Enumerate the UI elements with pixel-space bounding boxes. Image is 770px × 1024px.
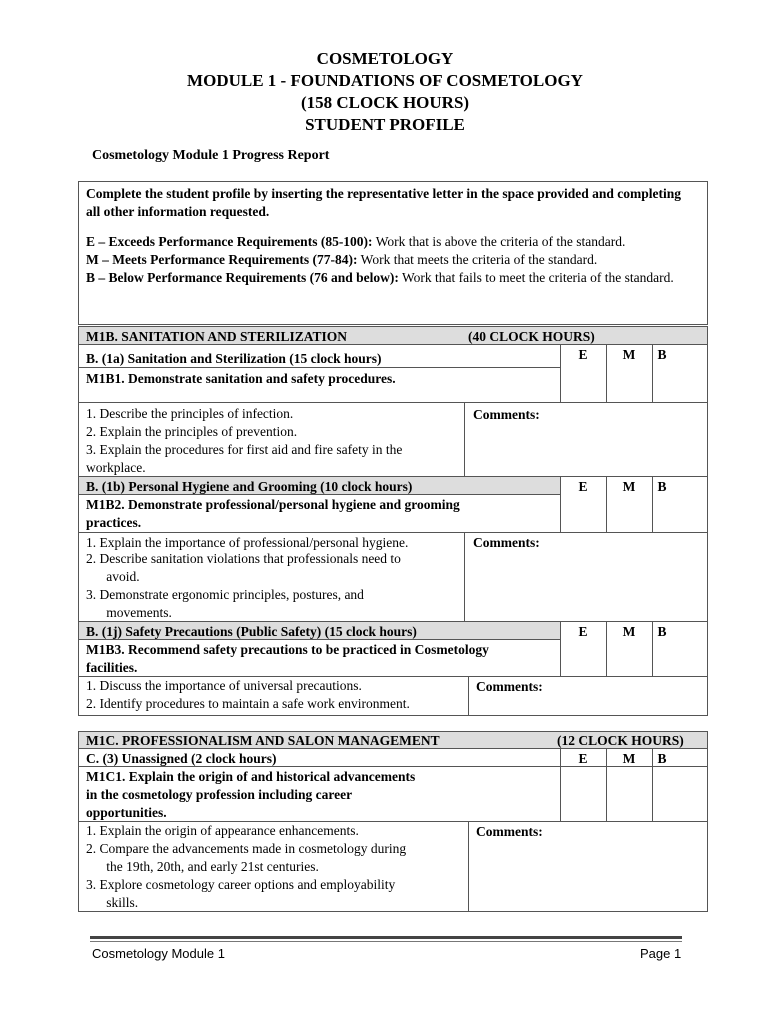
s2-item-3-cont: movements. <box>86 605 172 620</box>
footer-rule-thin <box>90 941 682 942</box>
grade-b-header: B <box>657 347 667 362</box>
m1b-title: M1B. SANITATION AND STERILIZATION <box>86 329 348 344</box>
s2-item-2: 2. Describe sanitation violations that professionals need to <box>86 551 401 566</box>
s3-item-1: 1. Discuss the importance of universal precautions. <box>86 678 362 693</box>
s2-item-1: 1. Explain the importance of professional/personal hygiene. <box>86 535 409 550</box>
m1b-hours: (40 CLOCK HOURS) <box>468 329 595 344</box>
s3-item-2: 2. Identify procedures to maintain a safe work environment. <box>86 696 410 711</box>
s2-item-3: 3. Demonstrate ergonomic principles, postures, and <box>86 587 364 602</box>
title-line-4: STUDENT PROFILE <box>305 115 465 134</box>
s1-heading: B. (1a) Sanitation and Sterilization (15 clock hours) <box>86 351 382 366</box>
legend-e: E – Exceeds Performance Requirements (85-100): Work that is above the criteria of the standard. <box>86 234 626 249</box>
page-number: Page 1 <box>640 946 682 961</box>
m1c-competency-l2: in the cosmetology profession including career <box>86 787 353 802</box>
s2-comments-label: Comments: <box>473 535 540 550</box>
s2-heading: B. (1b) Personal Hygiene and Grooming (10 clock hours) <box>86 479 413 494</box>
s1-comments-label: Comments: <box>473 407 540 422</box>
m1c-item-2-cont: the 19th, 20th, and early 21st centuries. <box>86 859 319 874</box>
m1c-s1-heading: C. (3) Unassigned (2 clock hours) <box>86 751 277 766</box>
instructions: Complete the student profile by inserting the representative letter in the space provided and completing all other information requested. <box>86 186 681 219</box>
s2-item-2-cont: avoid. <box>86 569 140 584</box>
legend-m: M – Meets Performance Requirements (77-84): Work that meets the criteria of the standard. <box>86 252 598 267</box>
title-line-1: COSMETOLOGY <box>316 49 454 68</box>
m1c-item-3: 3. Explore cosmetology career options and employability <box>86 877 396 892</box>
legend-b: B – Below Performance Requirements (76 and below): Work that fails to meet the criteria of the standard. <box>86 270 674 285</box>
s2-grade-b: B <box>657 479 667 494</box>
page-title <box>0 48 770 136</box>
s1-competency: M1B1. Demonstrate sanitation and safety procedures. <box>86 371 396 386</box>
s3-grade-e: E <box>578 624 588 639</box>
m1c-title: M1C. PROFESSIONALISM AND SALON MANAGEMENT <box>86 733 440 748</box>
grade-m-header: M <box>622 347 636 362</box>
m1c-item-1: 1. Explain the origin of appearance enhancements. <box>86 823 359 838</box>
intro-text <box>86 185 698 287</box>
s1-item-3-cont: workplace. <box>86 460 146 475</box>
grade-e-header: E <box>578 347 588 362</box>
s3-competency-l1: M1B3. Recommend safety precautions to be practiced in Cosmetology <box>86 642 489 657</box>
s2-competency-l1: M1B2. Demonstrate professional/personal hygiene and grooming <box>86 497 460 512</box>
m1c-grade-e: E <box>578 751 588 766</box>
s3-grade-m: M <box>622 624 636 639</box>
footer-left: Cosmetology Module 1 <box>92 946 225 961</box>
s1-item-3: 3. Explain the procedures for first aid and fire safety in the <box>86 442 403 457</box>
s3-comments-label: Comments: <box>476 679 543 694</box>
m1c-competency-l1: M1C1. Explain the origin of and historical advancements <box>86 769 416 784</box>
title-line-3: (158 CLOCK HOURS) <box>300 93 470 112</box>
s2-grade-m: M <box>622 479 636 494</box>
s2-competency-l2: practices. <box>86 515 142 530</box>
s3-grade-b: B <box>657 624 667 639</box>
m1c-item-3-cont: skills. <box>86 895 139 910</box>
m1c-hours: (12 CLOCK HOURS) <box>557 733 684 748</box>
m1c-competency-l3: opportunities. <box>86 805 167 820</box>
s3-heading: B. (1j) Safety Precautions (Public Safety) (15 clock hours) <box>86 624 417 639</box>
m1c-grade-m: M <box>622 751 636 766</box>
title-line-2: MODULE 1 - FOUNDATIONS OF COSMETOLOGY <box>187 71 583 90</box>
s3-competency-l2: facilities. <box>86 660 138 675</box>
m1c-comments-label: Comments: <box>476 824 543 839</box>
s1-item-2: 2. Explain the principles of prevention. <box>86 424 298 439</box>
s2-grade-e: E <box>578 479 588 494</box>
m1c-item-2: 2. Compare the advancements made in cosmetology during <box>86 841 407 856</box>
m1c-grade-b: B <box>657 751 667 766</box>
footer-rule <box>90 936 682 939</box>
s1-item-1: 1. Describe the principles of infection. <box>86 406 294 421</box>
report-subtitle: Cosmetology Module 1 Progress Report <box>92 148 330 163</box>
